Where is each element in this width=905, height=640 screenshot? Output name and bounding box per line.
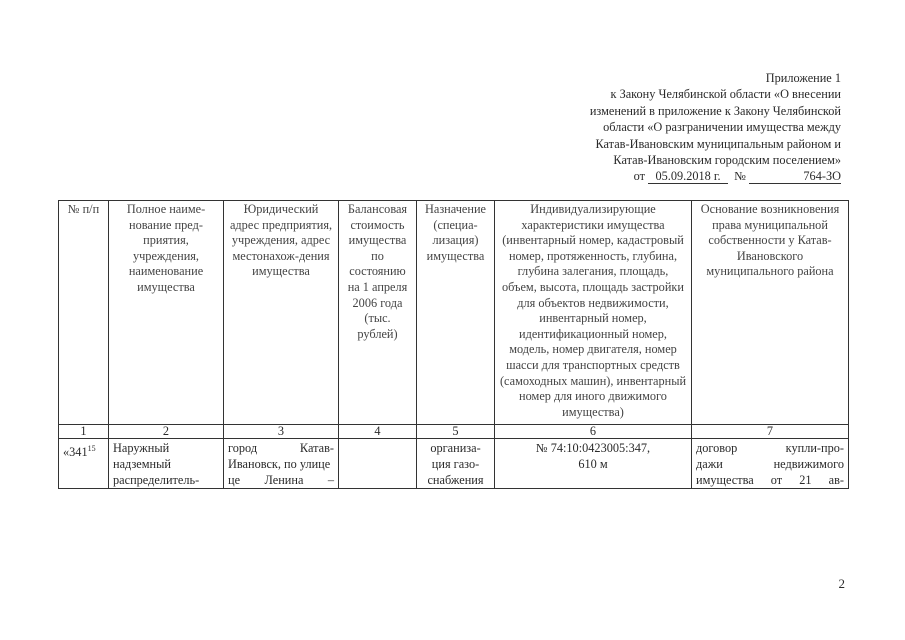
row-address-line: Ивановск, по улице — [228, 456, 331, 471]
header-num: № п/п — [59, 201, 109, 425]
number-label: № — [734, 169, 746, 184]
row-basis-line: договор купли-про- — [696, 441, 844, 456]
row-characteristics-line: 610 м — [578, 456, 608, 471]
page-number: 2 — [838, 576, 845, 591]
row-name-line: распределитель- — [113, 472, 200, 487]
column-number: 5 — [417, 425, 495, 439]
row-address-line: це Ленина – — [228, 472, 334, 487]
header-purpose: Назначение (специа-лизация) имущества — [417, 201, 495, 425]
column-number: 6 — [495, 425, 692, 439]
row-characteristics-line: № 74:10:0423005:347, — [535, 441, 651, 456]
row-name-line: Наружный — [113, 441, 170, 456]
table-header-row — [59, 201, 849, 425]
row-purpose-line: организа- — [430, 441, 481, 456]
row-basis — [692, 439, 849, 489]
row-basis-line: дажи недвижимого — [696, 456, 844, 471]
header-name: Полное наиме-нование пред-приятия, учреждения, наименование имущества — [109, 201, 224, 425]
column-number: 7 — [692, 425, 849, 439]
column-number: 2 — [109, 425, 224, 439]
row-address — [224, 439, 339, 489]
header-line-5: Катав-Ивановским муниципальным районом и — [595, 136, 841, 151]
from-label: от — [633, 169, 645, 184]
table-row — [59, 439, 849, 489]
header-line-4: области «О разграничении имущества между — [603, 120, 841, 135]
column-number: 1 — [59, 425, 109, 439]
row-purpose-line: снабжения — [427, 472, 484, 487]
law-number: 764-ЗО — [749, 170, 841, 184]
row-purpose — [417, 439, 495, 489]
row-name — [109, 439, 224, 489]
appendix-title: Приложение 1 — [765, 71, 841, 85]
row-name-line: надземный — [113, 456, 171, 471]
column-number-row — [59, 425, 849, 439]
row-address-line: город Катав- — [228, 441, 334, 456]
property-table — [58, 200, 849, 489]
header-balance: Балансовая стоимость имущества по состоянию на 1 апреля 2006 года (тыс. рублей) — [339, 201, 417, 425]
header-characteristics: Индивидуализирующие характеристики имущества (инвентарный номер, кадастровый номер, протяженность, глубина, глубина залегания, площадь, объем, высота, площадь застройки для объектов недвижимости, инвентарный номер, идентификационный номер, модель, номер двигателя, номер шасси для транспортных средств (самоходных машин), инвентарный номер для иного движимого имущества) — [495, 201, 692, 425]
header-line-6: Катав-Ивановским городским поселением» — [613, 153, 841, 168]
law-date: 05.09.2018 г. — [648, 170, 728, 184]
document-header — [511, 70, 841, 185]
row-purpose-line: ция газо- — [431, 456, 480, 471]
row-characteristics — [495, 439, 692, 489]
column-number: 4 — [339, 425, 417, 439]
row-number-sup: 15 — [87, 444, 96, 454]
law-date-number — [511, 168, 841, 184]
row-basis-line: имущества от 21 ав- — [696, 472, 844, 487]
header-line-3: изменений в приложение к Закону Челябинской — [589, 103, 841, 118]
row-balance — [339, 439, 417, 489]
header-address: Юридический адрес предприятия, учреждения, адрес местонахож-дения имущества — [224, 201, 339, 425]
header-line-2: к Закону Челябинской области «О внесении — [610, 87, 841, 102]
row-number-text: «341 — [63, 445, 88, 460]
column-number: 3 — [224, 425, 339, 439]
row-number — [59, 439, 109, 489]
header-basis: Основание возникновения права муниципальной собственности у Катав-Ивановского муниципального района — [692, 201, 849, 425]
